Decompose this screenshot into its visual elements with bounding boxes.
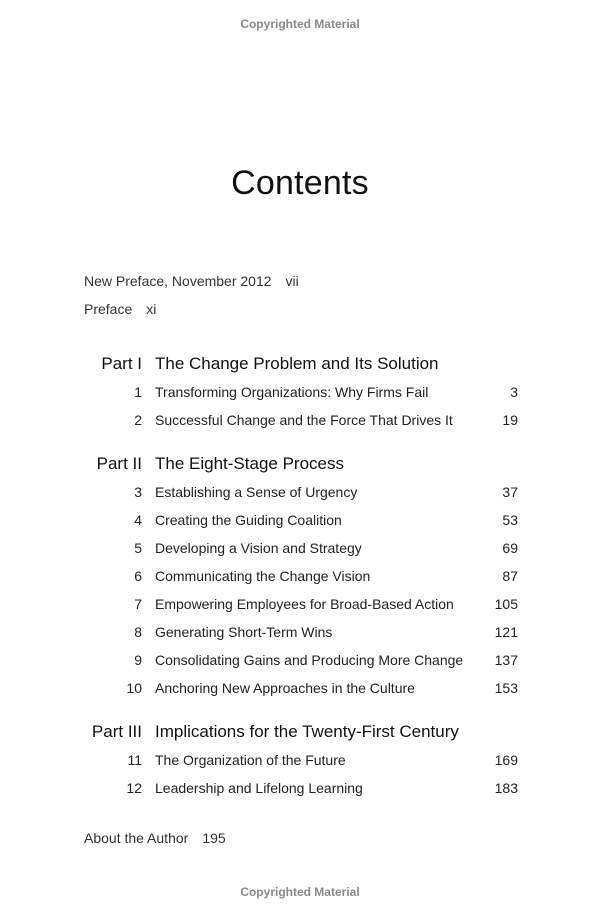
chapter-title: Developing a Vision and Strategy — [155, 540, 362, 556]
chapter-title: Establishing a Sense of Urgency — [155, 484, 358, 500]
part-label: Part II — [96, 454, 142, 473]
chapter-page: 3 — [510, 384, 518, 400]
entry-label: About the Author — [84, 830, 189, 846]
chapter-title: Anchoring New Approaches in the Culture — [155, 680, 415, 696]
chapter-page: 153 — [494, 680, 518, 696]
chapter-number: 4 — [134, 512, 142, 528]
chapter-row[interactable] — [0, 540, 600, 560]
chapter-number: 2 — [134, 412, 142, 428]
chapter-page: 121 — [494, 624, 518, 640]
entry-label: New Preface, November 2012 — [84, 273, 272, 289]
chapter-row[interactable] — [0, 780, 600, 800]
copyright-watermark-top: Copyrighted Material — [240, 17, 360, 31]
chapter-page: 53 — [502, 512, 518, 528]
chapter-page: 137 — [494, 652, 518, 668]
chapter-number: 6 — [134, 568, 142, 584]
entry-label: Preface — [84, 301, 133, 317]
part-label: Part I — [101, 354, 142, 373]
chapter-page: 19 — [502, 412, 518, 428]
chapter-page: 69 — [502, 540, 518, 556]
chapter-row[interactable] — [0, 752, 600, 772]
chapter-number: 11 — [127, 752, 142, 768]
chapter-row[interactable] — [0, 568, 600, 588]
entry-page: 195 — [202, 830, 226, 846]
chapter-page: 183 — [494, 780, 518, 796]
chapter-row[interactable] — [0, 596, 600, 616]
chapter-page: 37 — [502, 484, 518, 500]
chapter-title: Leadership and Lifelong Learning — [155, 780, 363, 796]
toc-entry-preface[interactable] — [84, 301, 156, 317]
chapter-number: 8 — [134, 624, 142, 640]
chapter-number: 5 — [134, 540, 142, 556]
chapter-row[interactable] — [0, 680, 600, 700]
page-title: Contents — [231, 164, 369, 202]
chapter-row[interactable] — [0, 384, 600, 404]
chapter-page: 87 — [502, 568, 518, 584]
entry-page: xi — [146, 301, 157, 317]
chapter-title: Communicating the Change Vision — [155, 568, 371, 584]
chapter-number: 12 — [126, 780, 142, 796]
chapter-number: 1 — [134, 384, 142, 400]
chapter-page: 169 — [494, 752, 518, 768]
chapter-number: 3 — [134, 484, 142, 500]
chapter-row[interactable] — [0, 652, 600, 672]
part-title: Implications for the Twenty-First Century — [155, 722, 459, 741]
entry-page: vii — [285, 273, 299, 289]
chapter-number: 7 — [134, 596, 142, 612]
chapter-title: Empowering Employees for Broad-Based Action — [155, 596, 454, 612]
toc-entry-about-the-author[interactable] — [84, 830, 226, 846]
chapter-row[interactable] — [0, 512, 600, 532]
chapter-title: Generating Short-Term Wins — [155, 624, 333, 640]
chapter-row[interactable] — [0, 624, 600, 644]
chapter-row[interactable] — [0, 484, 600, 504]
chapter-title: Successful Change and the Force That Drives It — [155, 412, 453, 428]
chapter-title: The Organization of the Future — [155, 752, 346, 768]
part-title: The Change Problem and Its Solution — [155, 354, 439, 373]
chapter-row[interactable] — [0, 412, 600, 432]
part-label: Part III — [91, 722, 142, 741]
toc-entry-new-preface[interactable] — [84, 273, 299, 289]
chapter-title: Creating the Guiding Coalition — [155, 512, 342, 528]
chapter-number: 9 — [134, 652, 142, 668]
part-title: The Eight-Stage Process — [155, 454, 344, 473]
chapter-title: Consolidating Gains and Producing More Change — [155, 652, 464, 668]
chapter-title: Transforming Organizations: Why Firms Fail — [155, 384, 429, 400]
chapter-page: 105 — [494, 596, 518, 612]
copyright-watermark-bottom: Copyrighted Material — [240, 885, 360, 899]
chapter-number: 10 — [126, 680, 142, 696]
